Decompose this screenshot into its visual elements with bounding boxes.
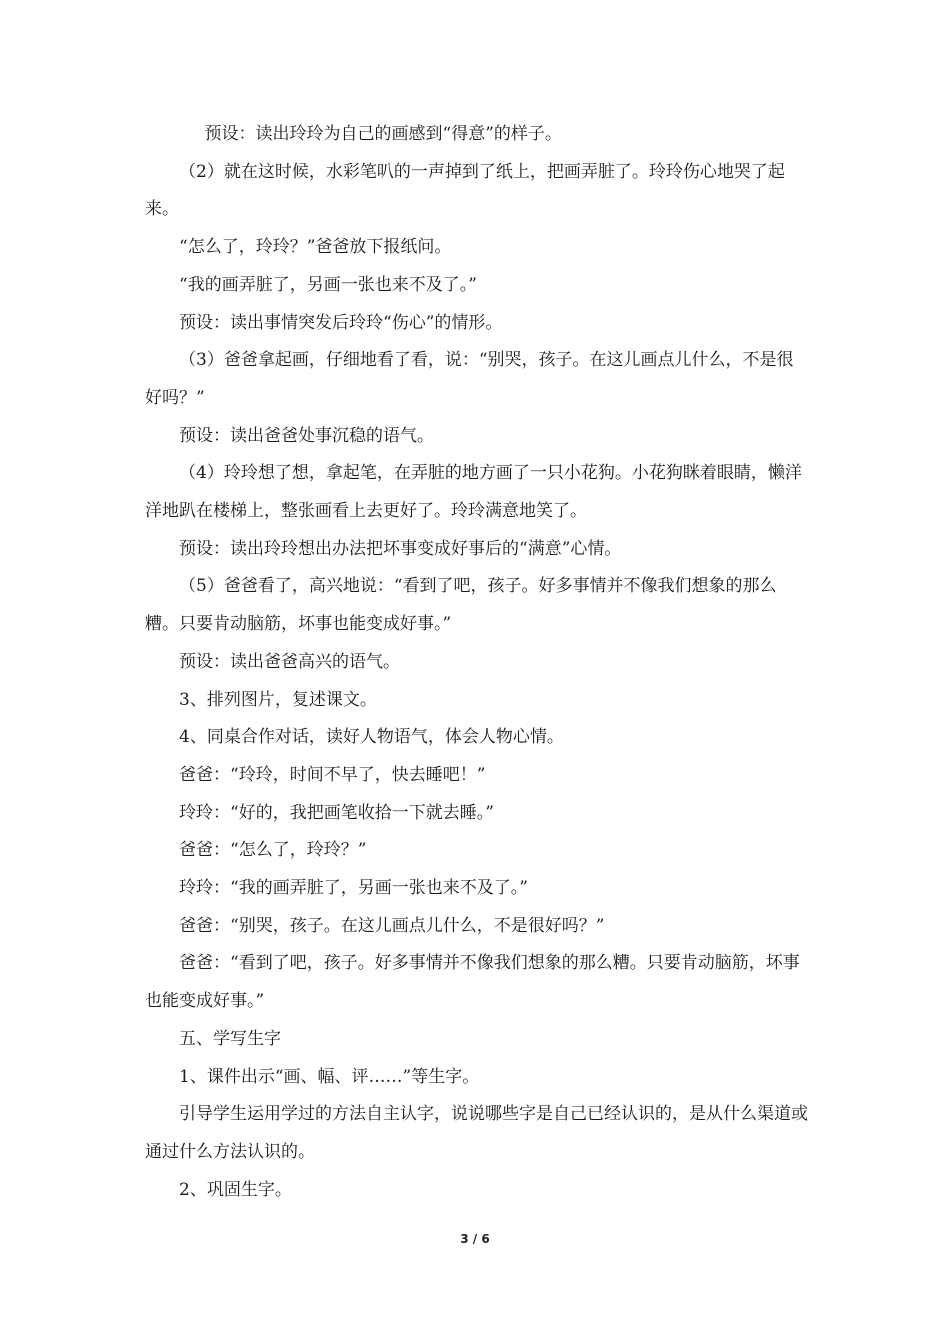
paragraph: 预设：读出玲玲想出办法把坏事变成好事后的“满意”心情。: [179, 538, 622, 559]
paragraph: 4、同桌合作对话，读好人物语气，体会人物心情。: [179, 727, 564, 748]
dialogue-line: 爸爸：“玲玲，时间不早了，快去睡吧！”: [179, 764, 486, 785]
paragraph: 预设：读出爸爸处事沉稳的语气。: [179, 425, 434, 446]
dialogue-line: 玲玲：“好的，我把画笔收拾一下就去睡。”: [179, 802, 494, 823]
paragraph: （3）爸爸拿起画，仔细地看了看，说：“别哭，孩子。在这儿画点儿什么，不是很好吗？”: [145, 350, 794, 408]
paragraph: 1、课件出示“画、幅、评……”等生字。: [179, 1066, 480, 1087]
paragraph: 引导学生运用学过的方法自主认字，说说哪些字是自己已经认识的，是从什么渠道或通过什么方法认识的。: [145, 1104, 808, 1162]
section-heading: 五、学写生字: [179, 1028, 281, 1049]
dialogue-line: 爸爸：“怎么了，玲玲？”: [179, 840, 367, 861]
dialogue-line: 爸爸：“别哭，孩子。在这儿画点儿什么，不是很好吗？”: [179, 915, 605, 936]
paragraph: 预设：读出爸爸高兴的语气。: [179, 651, 400, 672]
paragraph: 预设：读出事情突发后玲玲“伤心”的情形。: [179, 312, 503, 333]
paragraph: “我的画弄脏了，另画一张也来不及了。”: [179, 274, 477, 295]
dialogue-line: 爸爸：“看到了吧，孩子。好多事情并不像我们想象的那么糟。只要肯动脑筋，坏事也能变成好事。”: [145, 953, 800, 1012]
paragraph: （4）玲玲想了想，拿起笔，在弄脏的地方画了一只小花狗。小花狗眯着眼睛，懒洋洋地趴在楼梯上，整张画看上去更好了。玲玲满意地笑了。: [145, 463, 802, 522]
paragraph: （2）就在这时候，水彩笔叭的一声掉到了纸上，把画弄脏了。玲玲伤心地哭了起来。: [145, 161, 785, 220]
dialogue-line: 玲玲：“我的画弄脏了，另画一张也来不及了。”: [179, 878, 528, 899]
paragraph: 2、巩固生字。: [179, 1179, 292, 1200]
paragraph: （5）爸爸看了，高兴地说：“看到了吧，孩子。好多事情并不像我们想象的那么糟。只要肯动脑筋，坏事也能变成好事。”: [145, 576, 777, 635]
paragraph: 预设：读出玲玲为自己的画感到“得意”的样子。: [204, 124, 562, 144]
paragraph: 3、排列图片，复述课文。: [179, 689, 377, 710]
document-body: [145, 116, 810, 1209]
page-number: 3 / 6: [460, 1232, 490, 1246]
paragraph: “怎么了，玲玲？”爸爸放下报纸问。: [179, 237, 452, 258]
